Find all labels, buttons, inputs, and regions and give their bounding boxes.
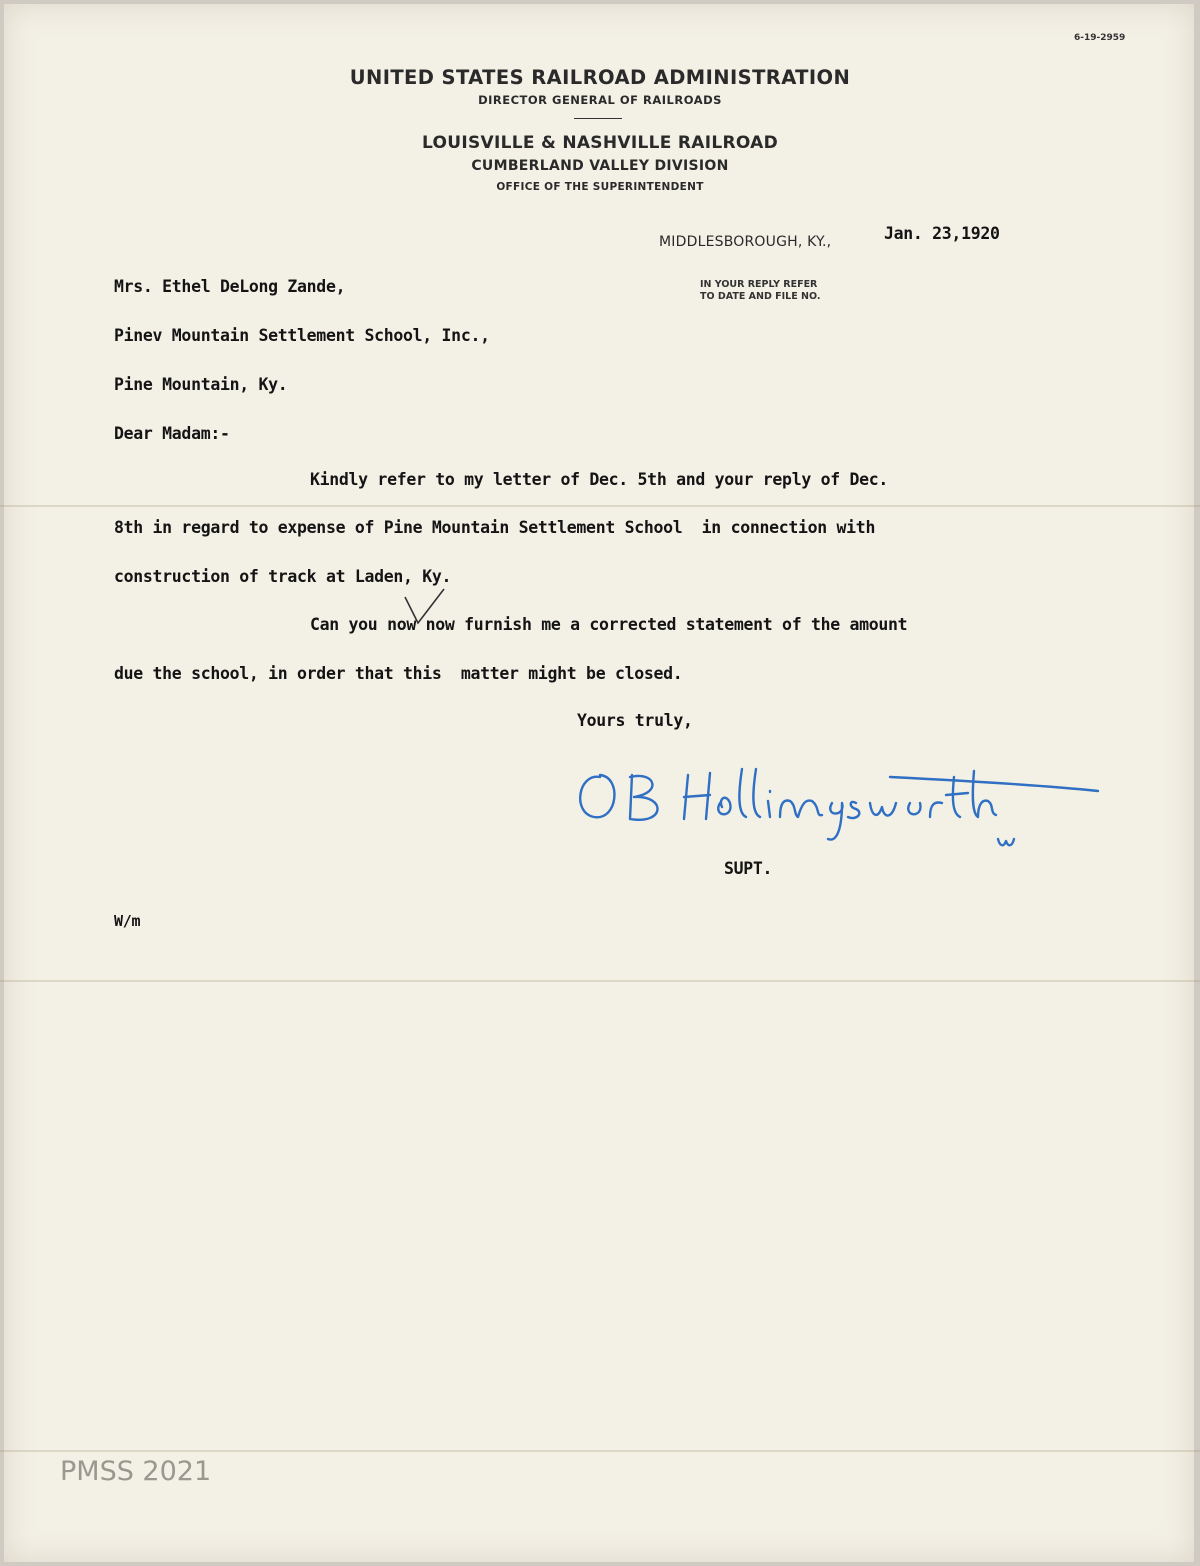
recipient-name: Mrs. Ethel DeLong Zande, (114, 277, 346, 296)
reply-refer-note (700, 279, 820, 303)
body-line: due the school, in order that this matter might be closed. (114, 664, 683, 683)
letterhead-divider (574, 118, 622, 119)
fold-line (0, 980, 1200, 982)
recipient-organization: Pinev Mountain Settlement School, Inc., (114, 326, 490, 345)
letterhead-administration: UNITED STATES RAILROAD ADMINISTRATION (349, 66, 851, 89)
body-line: Kindly refer to my letter of Dec. 5th and your reply of Dec. (310, 470, 889, 489)
fold-line (0, 1450, 1200, 1452)
body-line: Can you now now furnish me a corrected statement of the amount (310, 615, 908, 634)
letterhead-office: OFFICE OF THE SUPERINTENDENT (496, 181, 704, 193)
signer-title: SUPT. (724, 859, 773, 878)
letterhead-division: CUMBERLAND VALLEY DIVISION (471, 158, 729, 174)
typist-initials: W/m (114, 912, 141, 930)
archive-watermark: PMSS 2021 (60, 1456, 212, 1487)
letter-date: Jan. 23,1920 (884, 224, 1000, 243)
salutation: Dear Madam:- (114, 424, 230, 443)
closing: Yours truly, (577, 711, 693, 730)
handwritten-check-mark (400, 585, 450, 635)
reply-refer-line1: IN YOUR REPLY REFER (700, 279, 818, 290)
recipient-place: Pine Mountain, Ky. (114, 375, 288, 394)
fold-line (0, 505, 1200, 507)
letterhead-railroad: LOUISVILLE & NASHVILLE RAILROAD (421, 133, 779, 153)
reply-refer-line2: TO DATE AND FILE NO. (700, 291, 821, 302)
form-number: 6-19-2959 (1074, 33, 1126, 43)
signature (570, 755, 1110, 855)
letter-city: MIDDLESBOROUGH, KY., (659, 234, 832, 250)
body-line: 8th in regard to expense of Pine Mountain Settlement School in connection with (114, 518, 876, 537)
letterhead-director: DIRECTOR GENERAL OF RAILROADS (478, 93, 722, 107)
body-line: construction of track at Laden, Ky. (114, 567, 452, 586)
